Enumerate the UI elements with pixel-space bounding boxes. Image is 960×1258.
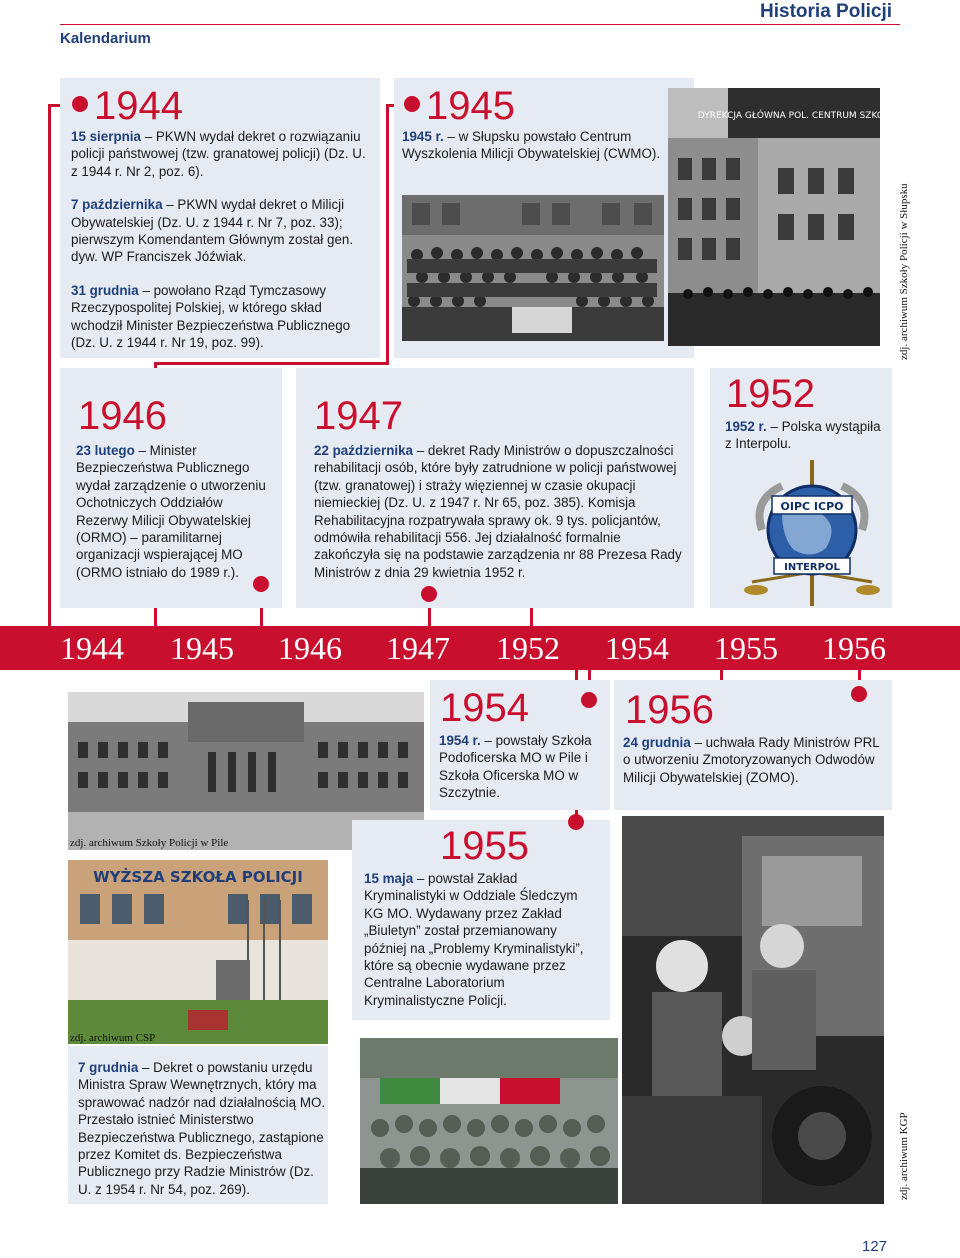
marker-dot-1956	[851, 686, 867, 702]
year-heading-1952: 1952	[726, 372, 815, 416]
entry-text: – PKWN wydał dekret o Milicji Obywatelskiej (Dz. U. z 1944 r. Nr 7, poz. 33); pierwszym Komendantem Głównym został gen. dyw. WP Franciszek Jóźwiak.	[71, 197, 354, 265]
school-sign: WYŻSZA SZKOŁA POLICJI	[93, 868, 303, 886]
year-heading-1947: 1947	[314, 394, 403, 438]
entry-1954-text	[439, 732, 603, 802]
entry-text: – PKWN wydał dekret o rozwiązaniu policji państwowej (tzw. granatowej policji) (Dz. U. z 1944 r. Nr 2, poz. 6).	[71, 129, 366, 179]
school-photo-csp	[68, 860, 328, 1044]
interpol-top-text: OIPC ICPO	[780, 500, 844, 513]
entry-text: – Dekret o powstaniu urzędu Ministra Spraw Wewnętrznych, który ma sprawować nadzór nad działalnością MO. Przestało istnieć Ministerstwo Bezpieczeństwa Publicznego, zastąpione przez Komitet ds. Bezpieczeństwa Publicznego przy Radzie Ministrów (Dz. U. z 1954 r. Nr 54, poz. 269).	[78, 1060, 326, 1197]
connector-1944-v	[48, 104, 51, 630]
entry-1945-text	[402, 128, 672, 163]
year-heading-1954: 1954	[440, 686, 529, 730]
year-heading-1944: 1944	[94, 84, 183, 128]
interpol-emblem	[742, 460, 882, 606]
entry-text: – dekret Rady Ministrów o dopuszczalności rehabilitacji osób, które były zatrudnione w policji państwowej (tzw. granatowej) i straży więziennej w czasie okupacji niemieckiej (Dz. U. z 1947 r. Nr 65, poz. 385). Komisja Rehabilitacyjna rozpatrywała sprawy ok. 9 tys. policjantów, odmówiła rehabilitacji 556. Jej działalność formalnie zakończyła się na podstawie zarządzenia nr 88 Prezesa Rady Ministrów z dnia 29 kwietnia 1952 r.	[314, 443, 682, 580]
marker-dot-1946	[253, 576, 269, 592]
date-label: 7 grudnia	[78, 1060, 139, 1075]
entry-1956-text	[623, 734, 885, 786]
timeline-year-1954: 1954	[605, 630, 669, 666]
marker-dot-1954	[581, 692, 597, 708]
interpol-bottom-text: INTERPOL	[784, 562, 840, 573]
timeline-year-1946: 1946	[278, 630, 342, 666]
entry-text: – powstały Szkoła Podoficerska MO w Pile i Szkoła Oficerska MO w Szczytnie.	[439, 733, 592, 801]
year-heading-1956: 1956	[625, 688, 714, 732]
page-number: 127	[862, 1238, 888, 1255]
entry-1954b-text	[78, 1059, 326, 1198]
date-label: 31 grudnia	[71, 282, 139, 298]
year-heading-1946: 1946	[78, 394, 167, 438]
timeline-year-1947: 1947	[386, 630, 450, 666]
timeline-year-1952: 1952	[496, 630, 560, 666]
timeline-year-1956: 1956	[822, 630, 886, 666]
photo-credit-slupsk: zdj. archiwum Szkoły Policji w Słupsku	[898, 183, 910, 360]
date-label: 23 lutego	[76, 443, 135, 458]
entry-1955-text	[364, 870, 600, 1009]
header-rule	[60, 24, 900, 25]
photo-credit-kgp: zdj. archiwum KGP	[898, 1112, 910, 1200]
date-label: 15 sierpnia	[71, 129, 141, 144]
riot-photo-kgp	[622, 816, 884, 1204]
date-label: 22 października	[314, 443, 413, 458]
timeline-year-1955: 1955	[714, 630, 778, 666]
photo-credit-pila: zdj. archiwum Szkoły Policji w Pile	[70, 837, 229, 849]
page-title: Historia Policji	[760, 1, 892, 22]
marker-dot-1947	[421, 586, 437, 602]
date-label: 24 grudnia	[623, 735, 691, 750]
entry-text: – powołano Rząd Tymczasowy Rzeczypospolitej Polskiej, w którego skład wchodził Minister Bezpieczeństwa Publicznego (Dz. U. z 1944 r. Nr 19, poz. 99).	[71, 282, 351, 351]
entry-1944-text	[71, 128, 371, 367]
entry-text: – Minister Bezpieczeństwa Publicznego wydał zarządzenie o utworzeniu Ochotniczych Oddziałów Rezerwy Milicji Obywatelskiej (ORMO) – paramilitarnej organizacji wspierającej MO (ORMO istniało do 1989 r.).	[76, 443, 266, 580]
date-label: 15 maja	[364, 871, 414, 886]
year-heading-1955: 1955	[440, 824, 529, 868]
year-heading-1945: 1945	[426, 84, 515, 128]
entry-1952-text	[725, 418, 887, 453]
photo-credit-csp: zdj. archiwum CSP	[70, 1032, 156, 1044]
connector-1945-v	[386, 104, 389, 364]
timeline-band	[0, 626, 960, 670]
entry-text: – uchwała Rady Ministrów PRL o utworzeniu Zmotoryzowanych Odwodów Milicji Obywatelskiej (ZOMO).	[623, 735, 880, 785]
building-sign: DYREKCJA GŁÓWNA POL. CENTRUM SZKOLENIA	[697, 111, 911, 121]
date-label: 1952 r.	[725, 419, 767, 434]
crowd-photo-kgp	[360, 1038, 618, 1204]
timeline-year-1945: 1945	[170, 630, 234, 666]
group-photo-slupsk	[402, 195, 664, 341]
marker-dot-1944	[72, 96, 88, 112]
marker-dot-1945	[404, 96, 420, 112]
timeline-year-1944: 1944	[60, 630, 124, 666]
section-label: Kalendarium	[60, 30, 151, 47]
date-label: 7 października	[71, 197, 163, 213]
entry-1946-text	[76, 442, 276, 581]
entry-1947-text	[314, 442, 684, 581]
entry-text: – w Słupsku powstało Centrum Wyszkolenia Milicji Obywatelskiej (CWMO).	[402, 129, 661, 162]
date-label: 1954 r.	[439, 733, 481, 748]
marker-dot-1955	[568, 814, 584, 830]
entry-text: – Polska wystąpiła z Interpolu.	[725, 419, 881, 452]
entry-text: – powstał Zakład Kryminalistyki w Oddziale Śledczym KG MO. Wydawany przez Zakład „Biuletyn” został przemianowany później na „Problemy Kryminalistyki”, które są obecnie wydawane przez Centralne Laboratorium Kryminalistyczne Policji.	[364, 871, 584, 1008]
date-label: 1945 r.	[402, 129, 444, 144]
